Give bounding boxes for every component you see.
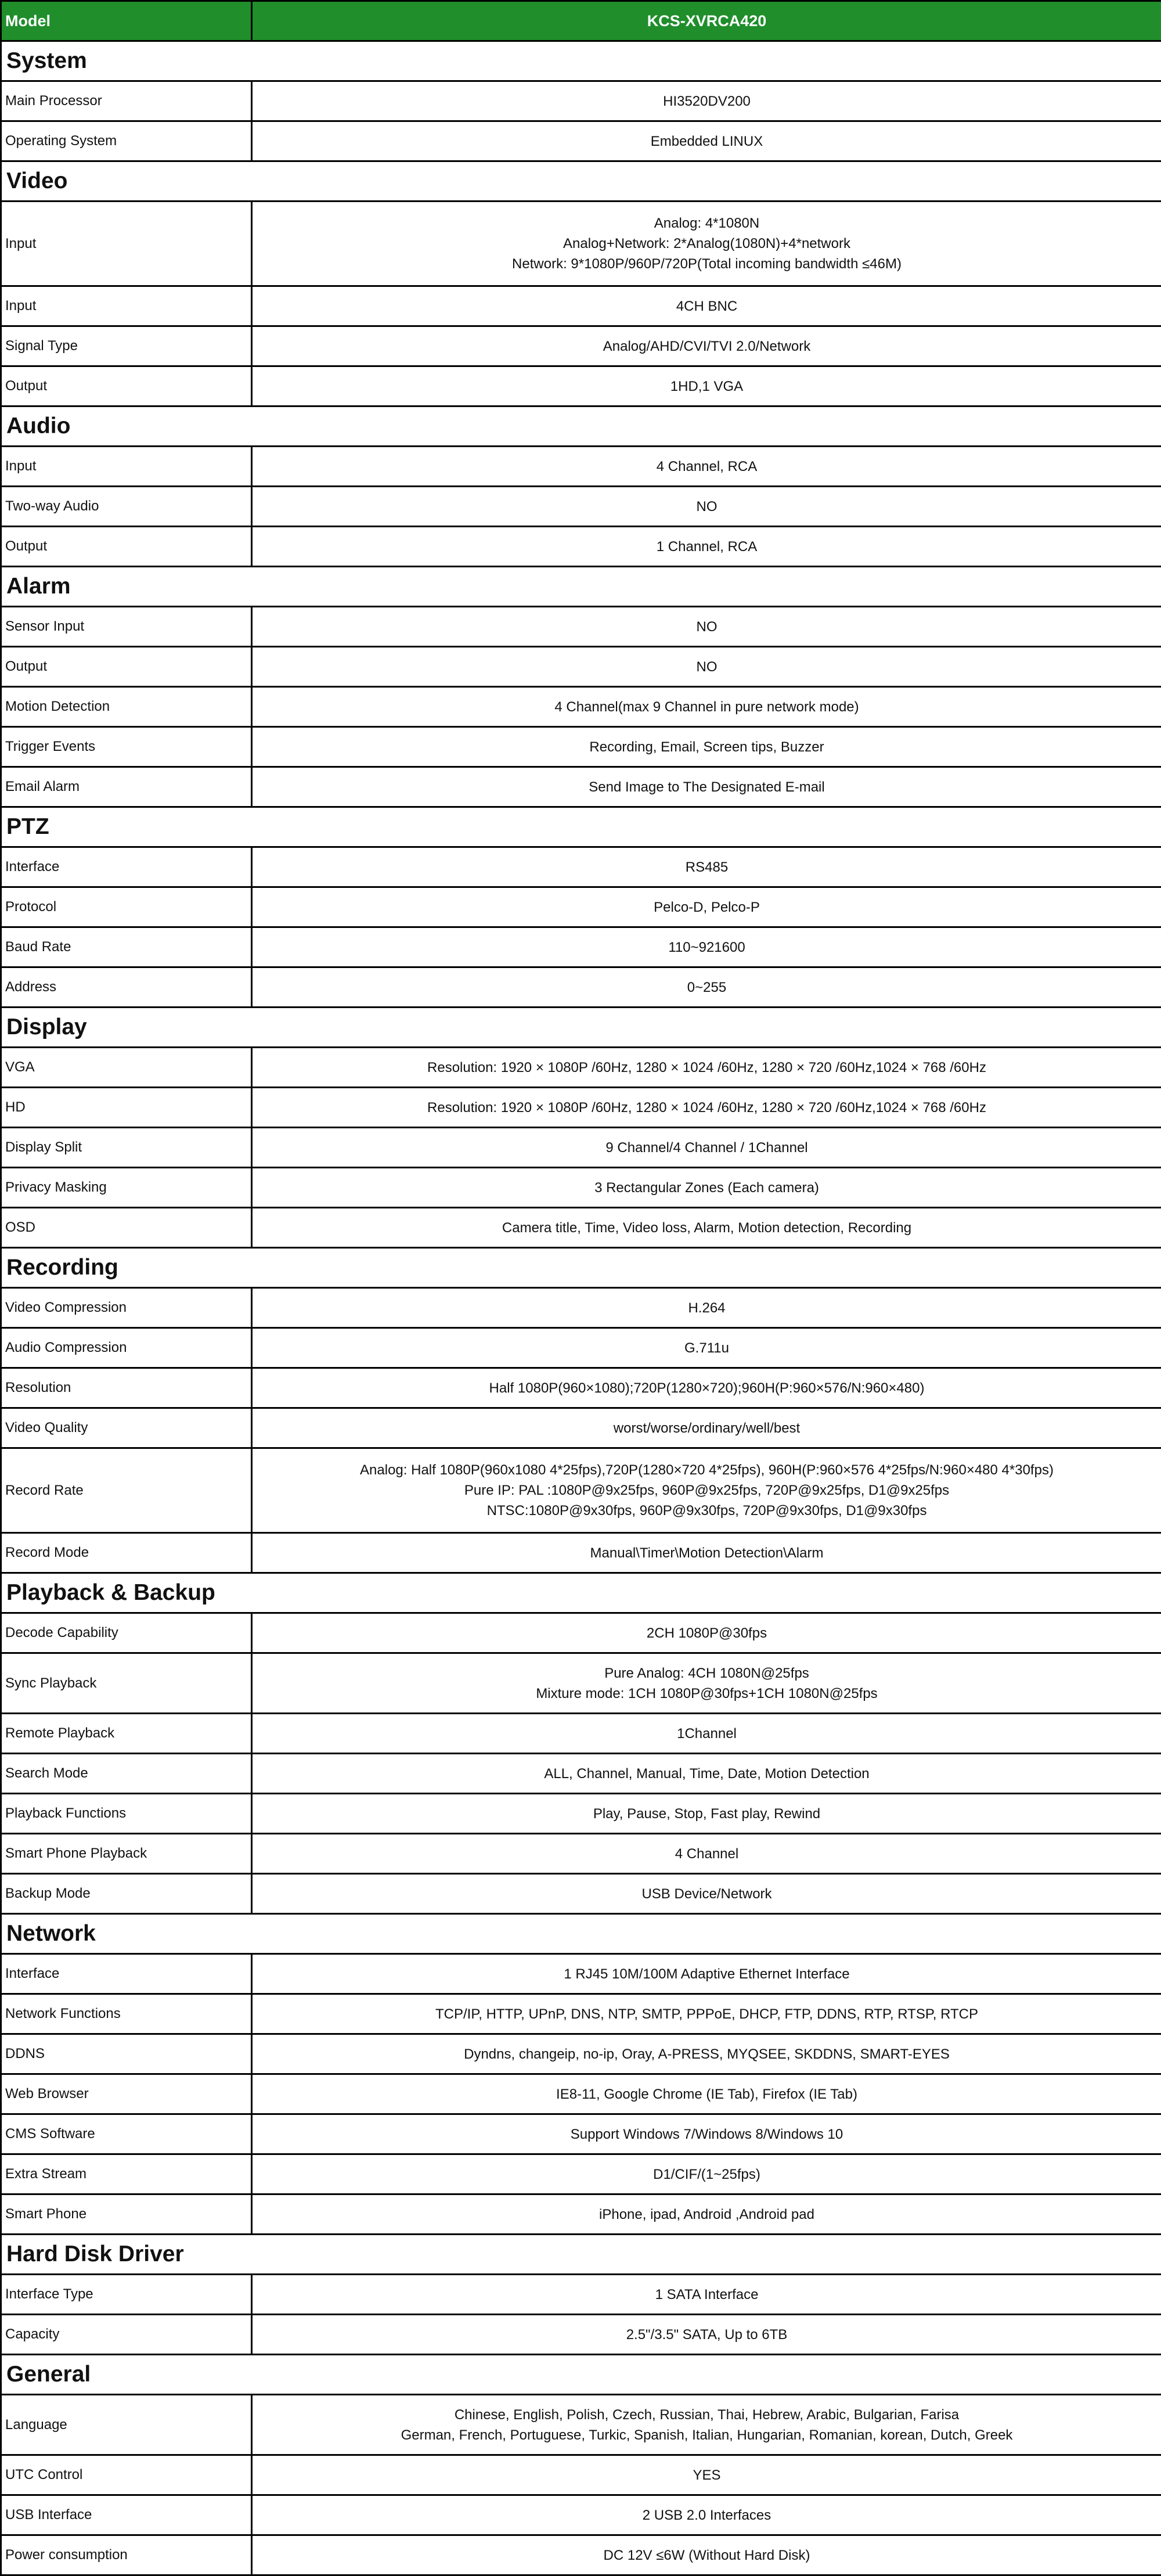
spec-value-line: Pure Analog: 4CH 1080N@25fps	[253, 1663, 1161, 1683]
spec-value	[252, 1208, 1161, 1248]
spec-value	[252, 2495, 1161, 2535]
spec-label: Remote Playback	[1, 1714, 252, 1754]
spec-label: Two-way Audio	[1, 487, 252, 527]
spec-value	[252, 967, 1161, 1008]
spec-value-line: 9 Channel/4 Channel / 1Channel	[253, 1138, 1161, 1158]
spec-value	[252, 2535, 1161, 2575]
section-header-audio	[1, 406, 1161, 447]
spec-value-line: Camera title, Time, Video loss, Alarm, Motion detection, Recording	[253, 1218, 1161, 1238]
spec-label: Smart Phone Playback	[1, 1834, 252, 1874]
spec-value	[252, 1448, 1161, 1533]
spec-value-line: Analog+Network: 2*Analog(1080N)+4*network	[253, 233, 1161, 254]
spec-row-display-osd	[1, 1208, 1161, 1248]
spec-value-line: Send Image to The Designated E-mail	[253, 777, 1161, 797]
spec-label: Smart Phone	[1, 2194, 252, 2235]
spec-row-general-usb-interface	[1, 2495, 1161, 2535]
spec-value-line: 2CH 1080P@30fps	[253, 1623, 1161, 1643]
spec-value-line: H.264	[253, 1298, 1161, 1318]
spec-row-recording-record-mode	[1, 1533, 1161, 1573]
spec-value-line: Analog: 4*1080N	[253, 213, 1161, 233]
spec-row-alarm-motion-detection	[1, 687, 1161, 727]
spec-value-line: 110~921600	[253, 937, 1161, 958]
spec-value	[252, 887, 1161, 927]
spec-label: Interface Type	[1, 2275, 252, 2315]
spec-value-line: Manual\Timer\Motion Detection\Alarm	[253, 1543, 1161, 1563]
spec-value-line: 0~255	[253, 977, 1161, 998]
spec-label: Interface	[1, 1954, 252, 1994]
spec-value	[252, 2395, 1161, 2455]
spec-value	[252, 1128, 1161, 1168]
spec-row-network-interface	[1, 1954, 1161, 1994]
spec-row-hard-disk-driver-interface-type	[1, 2275, 1161, 2315]
spec-value-line: YES	[253, 2465, 1161, 2485]
spec-row-alarm-output	[1, 647, 1161, 687]
spec-label: Protocol	[1, 887, 252, 927]
section-title: General	[1, 2355, 1161, 2395]
spec-row-display-privacy-masking	[1, 1168, 1161, 1208]
spec-label: Display Split	[1, 1128, 252, 1168]
spec-label: CMS Software	[1, 2114, 252, 2154]
section-header-video	[1, 161, 1161, 202]
spec-row-ptz-address	[1, 967, 1161, 1008]
spec-row-audio-output	[1, 527, 1161, 567]
spec-label: Record Mode	[1, 1533, 252, 1573]
spec-value-line: 2.5"/3.5" SATA, Up to 6TB	[253, 2325, 1161, 2345]
spec-row-video-output	[1, 366, 1161, 406]
spec-value	[252, 366, 1161, 406]
spec-value-line: 4CH BNC	[253, 296, 1161, 316]
section-header-playback-and-backup	[1, 1573, 1161, 1613]
spec-row-display-hd	[1, 1088, 1161, 1128]
spec-row-ptz-protocol	[1, 887, 1161, 927]
spec-row-recording-audio-compression	[1, 1328, 1161, 1368]
section-title: Hard Disk Driver	[1, 2235, 1161, 2275]
spec-value-line: Dyndns, changeip, no-ip, Oray, A-PRESS, MYQSEE, SKDDNS, SMART-EYES	[253, 2044, 1161, 2064]
spec-label: Output	[1, 366, 252, 406]
spec-value	[252, 1794, 1161, 1834]
spec-value	[252, 1368, 1161, 1408]
spec-row-playback-and-backup-sync-playback	[1, 1653, 1161, 1714]
spec-label: Backup Mode	[1, 1874, 252, 1914]
spec-value-line: TCP/IP, HTTP, UPnP, DNS, NTP, SMTP, PPPoE, DHCP, FTP, DDNS, RTP, RTSP, RTCP	[253, 2004, 1161, 2024]
spec-value-line: 1Channel	[253, 1724, 1161, 1744]
spec-row-network-network-functions	[1, 1994, 1161, 2034]
spec-value-line: G.711u	[253, 1338, 1161, 1358]
section-title: Playback & Backup	[1, 1573, 1161, 1613]
spec-value	[252, 767, 1161, 807]
spec-row-playback-and-backup-smart-phone-playback	[1, 1834, 1161, 1874]
spec-value	[252, 1613, 1161, 1653]
spec-label: Language	[1, 2395, 252, 2455]
spec-value	[252, 1834, 1161, 1874]
spec-row-display-display-split	[1, 1128, 1161, 1168]
spec-value	[252, 727, 1161, 767]
spec-value-line: Pelco-D, Pelco-P	[253, 897, 1161, 918]
spec-value-line: German, French, Portuguese, Turkic, Spanish, Italian, Hungarian, Romanian, korean, Dutch, Greek	[253, 2425, 1161, 2445]
spec-value-line: ALL, Channel, Manual, Time, Date, Motion Detection	[253, 1764, 1161, 1784]
section-title: System	[1, 41, 1161, 81]
spec-value	[252, 847, 1161, 887]
spec-row-network-web-browser	[1, 2074, 1161, 2114]
spec-label: Input	[1, 202, 252, 286]
spec-value-line: Analog/AHD/CVI/TVI 2.0/Network	[253, 336, 1161, 357]
spec-label: Decode Capability	[1, 1613, 252, 1653]
spec-row-recording-video-quality	[1, 1408, 1161, 1448]
section-header-recording	[1, 1248, 1161, 1288]
spec-label: Email Alarm	[1, 767, 252, 807]
header-row	[1, 1, 1161, 41]
spec-value-line: 4 Channel(max 9 Channel in pure network mode)	[253, 697, 1161, 717]
spec-value	[252, 607, 1161, 647]
spec-table-body	[1, 1, 1161, 2575]
spec-row-network-extra-stream	[1, 2154, 1161, 2194]
spec-row-display-vga	[1, 1048, 1161, 1088]
spec-value-line: RS485	[253, 857, 1161, 877]
spec-label: Capacity	[1, 2315, 252, 2355]
spec-row-network-smart-phone	[1, 2194, 1161, 2235]
spec-value-line: Support Windows 7/Windows 8/Windows 10	[253, 2124, 1161, 2145]
spec-row-audio-input	[1, 447, 1161, 487]
spec-row-recording-record-rate	[1, 1448, 1161, 1533]
spec-value	[252, 1048, 1161, 1088]
spec-label: Input	[1, 447, 252, 487]
spec-value	[252, 121, 1161, 161]
spec-value	[252, 1168, 1161, 1208]
section-title: Recording	[1, 1248, 1161, 1288]
spec-value-line: Play, Pause, Stop, Fast play, Rewind	[253, 1804, 1161, 1824]
spec-label: Playback Functions	[1, 1794, 252, 1834]
spec-row-audio-two-way-audio	[1, 487, 1161, 527]
spec-value-line: Resolution: 1920 × 1080P /60Hz, 1280 × 1024 /60Hz, 1280 × 720 /60Hz,1024 × 768 /60Hz	[253, 1057, 1161, 1078]
spec-value	[252, 1408, 1161, 1448]
spec-value-line: NO	[253, 617, 1161, 637]
spec-value-line: NTSC:1080P@9x30fps, 960P@9x30fps, 720P@9x30fps, D1@9x30fps	[253, 1501, 1161, 1521]
spec-label: Extra Stream	[1, 2154, 252, 2194]
spec-label: Trigger Events	[1, 727, 252, 767]
spec-row-video-input	[1, 202, 1161, 286]
spec-value	[252, 927, 1161, 967]
spec-value-line: 1 RJ45 10M/100M Adaptive Ethernet Interface	[253, 1964, 1161, 1984]
spec-label: Sensor Input	[1, 607, 252, 647]
spec-value	[252, 687, 1161, 727]
spec-row-playback-and-backup-decode-capability	[1, 1613, 1161, 1653]
spec-value	[252, 202, 1161, 286]
section-title: Audio	[1, 406, 1161, 447]
spec-label: Operating System	[1, 121, 252, 161]
section-header-alarm	[1, 567, 1161, 607]
section-header-network	[1, 1914, 1161, 1954]
spec-row-playback-and-backup-search-mode	[1, 1754, 1161, 1794]
spec-value	[252, 286, 1161, 326]
spec-value	[252, 647, 1161, 687]
spec-value-line: NO	[253, 497, 1161, 517]
spec-value	[252, 1714, 1161, 1754]
spec-label: Audio Compression	[1, 1328, 252, 1368]
spec-value	[252, 1328, 1161, 1368]
spec-label: Output	[1, 647, 252, 687]
spec-label: Video Quality	[1, 1408, 252, 1448]
spec-label: Main Processor	[1, 81, 252, 121]
spec-row-network-ddns	[1, 2034, 1161, 2074]
spec-row-system-main-processor	[1, 81, 1161, 121]
spec-value-line: IE8-11, Google Chrome (IE Tab), Firefox (IE Tab)	[253, 2084, 1161, 2104]
spec-row-ptz-interface	[1, 847, 1161, 887]
header-model: KCS-XVRCA420	[252, 1, 1161, 41]
spec-value	[252, 2074, 1161, 2114]
spec-value-line: 1 Channel, RCA	[253, 537, 1161, 557]
spec-row-general-language	[1, 2395, 1161, 2455]
spec-row-playback-and-backup-backup-mode	[1, 1874, 1161, 1914]
spec-row-ptz-baud-rate	[1, 927, 1161, 967]
spec-value-line: DC 12V ≤6W (Without Hard Disk)	[253, 2545, 1161, 2566]
spec-label: Motion Detection	[1, 687, 252, 727]
section-header-display	[1, 1008, 1161, 1048]
spec-value	[252, 2275, 1161, 2315]
spec-value	[252, 2114, 1161, 2154]
spec-label: Web Browser	[1, 2074, 252, 2114]
spec-value-line: 4 Channel	[253, 1844, 1161, 1864]
spec-value	[252, 447, 1161, 487]
spec-value	[252, 1754, 1161, 1794]
spec-label: DDNS	[1, 2034, 252, 2074]
spec-label: Video Compression	[1, 1288, 252, 1328]
spec-value	[252, 1653, 1161, 1714]
spec-value	[252, 2315, 1161, 2355]
spec-row-video-signal-type	[1, 326, 1161, 366]
header-label: Model	[1, 1, 252, 41]
spec-value-line: 4 Channel, RCA	[253, 456, 1161, 477]
spec-value-line: Chinese, English, Polish, Czech, Russian, Thai, Hebrew, Arabic, Bulgarian, Farisa	[253, 2405, 1161, 2425]
spec-value-line: Network: 9*1080P/960P/720P(Total incoming bandwidth ≤46M)	[253, 254, 1161, 274]
spec-label: Output	[1, 527, 252, 567]
spec-value	[252, 326, 1161, 366]
spec-row-alarm-trigger-events	[1, 727, 1161, 767]
spec-label: USB Interface	[1, 2495, 252, 2535]
spec-label: Search Mode	[1, 1754, 252, 1794]
spec-label: Address	[1, 967, 252, 1008]
spec-value	[252, 2194, 1161, 2235]
section-title: PTZ	[1, 807, 1161, 847]
spec-value-line: Analog: Half 1080P(960x1080 4*25fps),720P(1280×720 4*25fps), 960H(P:960×576 4*25fps/N:960×480 4*30fps)	[253, 1460, 1161, 1480]
spec-label: Network Functions	[1, 1994, 252, 2034]
spec-value-line: 3 Rectangular Zones (Each camera)	[253, 1178, 1161, 1198]
spec-row-alarm-email-alarm	[1, 767, 1161, 807]
spec-label: Privacy Masking	[1, 1168, 252, 1208]
spec-value	[252, 1088, 1161, 1128]
section-header-hard-disk-driver	[1, 2235, 1161, 2275]
spec-row-playback-and-backup-playback-functions	[1, 1794, 1161, 1834]
spec-row-playback-and-backup-remote-playback	[1, 1714, 1161, 1754]
spec-value	[252, 2154, 1161, 2194]
spec-label: Baud Rate	[1, 927, 252, 967]
spec-value-line: Pure IP: PAL :1080P@9x25fps, 960P@9x25fps, 720P@9x25fps, D1@9x25fps	[253, 1480, 1161, 1501]
spec-value-line: worst/worse/ordinary/well/best	[253, 1418, 1161, 1438]
spec-row-video-input	[1, 286, 1161, 326]
spec-value	[252, 1954, 1161, 1994]
spec-row-network-cms-software	[1, 2114, 1161, 2154]
spec-value-line: USB Device/Network	[253, 1884, 1161, 1904]
spec-label: Record Rate	[1, 1448, 252, 1533]
spec-value-line: Resolution: 1920 × 1080P /60Hz, 1280 × 1024 /60Hz, 1280 × 720 /60Hz,1024 × 768 /60Hz	[253, 1098, 1161, 1118]
spec-label: Power consumption	[1, 2535, 252, 2575]
spec-label: UTC Control	[1, 2455, 252, 2495]
section-title: Network	[1, 1914, 1161, 1954]
spec-value-line: 1 SATA Interface	[253, 2284, 1161, 2305]
spec-value	[252, 1533, 1161, 1573]
spec-value-line: iPhone, ipad, Android ,Android pad	[253, 2204, 1161, 2225]
section-header-system	[1, 41, 1161, 81]
spec-value-line: Recording, Email, Screen tips, Buzzer	[253, 737, 1161, 757]
spec-value-line: Embedded LINUX	[253, 131, 1161, 152]
spec-value-line: D1/CIF/(1~25fps)	[253, 2164, 1161, 2185]
spec-label: HD	[1, 1088, 252, 1128]
spec-label: Signal Type	[1, 326, 252, 366]
spec-value	[252, 81, 1161, 121]
section-title: Alarm	[1, 567, 1161, 607]
spec-label: VGA	[1, 1048, 252, 1088]
section-header-ptz	[1, 807, 1161, 847]
spec-row-general-power-consumption	[1, 2535, 1161, 2575]
spec-row-alarm-sensor-input	[1, 607, 1161, 647]
spec-value	[252, 1288, 1161, 1328]
spec-value-line: HI3520DV200	[253, 91, 1161, 111]
spec-label: Interface	[1, 847, 252, 887]
spec-label: Input	[1, 286, 252, 326]
spec-value-line: NO	[253, 657, 1161, 677]
spec-row-general-utc-control	[1, 2455, 1161, 2495]
spec-label: Resolution	[1, 1368, 252, 1408]
section-header-general	[1, 2355, 1161, 2395]
spec-value	[252, 2034, 1161, 2074]
spec-value-line: 1HD,1 VGA	[253, 376, 1161, 397]
section-title: Video	[1, 161, 1161, 202]
spec-value	[252, 1994, 1161, 2034]
spec-value-line: 2 USB 2.0 Interfaces	[253, 2505, 1161, 2525]
section-title: Display	[1, 1008, 1161, 1048]
spec-row-system-operating-system	[1, 121, 1161, 161]
spec-label: OSD	[1, 1208, 252, 1248]
spec-value	[252, 1874, 1161, 1914]
spec-row-recording-resolution	[1, 1368, 1161, 1408]
spec-label: Sync Playback	[1, 1653, 252, 1714]
spec-row-recording-video-compression	[1, 1288, 1161, 1328]
spec-value-line: Half 1080P(960×1080);720P(1280×720);960H(P:960×576/N:960×480)	[253, 1378, 1161, 1398]
spec-value-line: Mixture mode: 1CH 1080P@30fps+1CH 1080N@25fps	[253, 1683, 1161, 1704]
spec-row-hard-disk-driver-capacity	[1, 2315, 1161, 2355]
spec-value	[252, 2455, 1161, 2495]
spec-value	[252, 527, 1161, 567]
spec-value	[252, 487, 1161, 527]
